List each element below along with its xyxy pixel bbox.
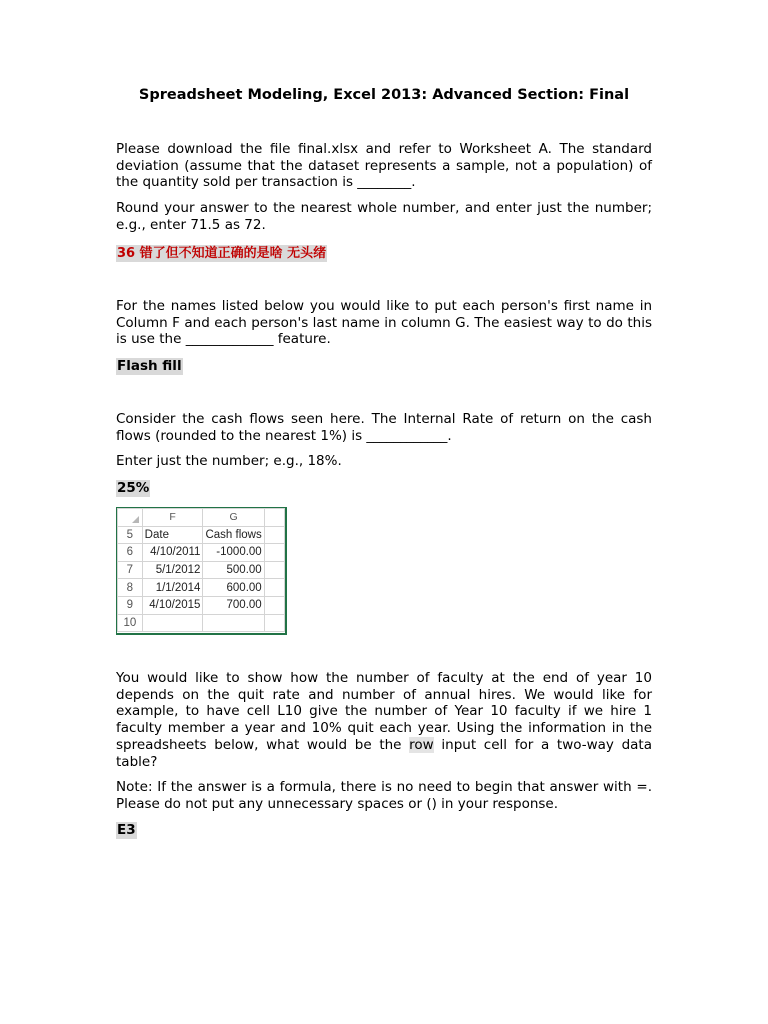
empty-cell [264, 614, 284, 632]
cell-date: 5/1/2012 [142, 561, 203, 579]
empty-column-header [264, 509, 284, 527]
cell-date: 4/10/2015 [142, 596, 203, 614]
cell-date [142, 614, 203, 632]
row-number: 5 [118, 526, 143, 544]
question-4-text-after: input cell for a two-way data table? [116, 736, 652, 770]
sheet-row [118, 614, 285, 632]
row-number: 9 [118, 596, 143, 614]
row-number: 7 [118, 561, 143, 579]
sheet-row [118, 561, 285, 579]
cell-date: 4/10/2011 [142, 544, 203, 562]
column-header-g: G [203, 509, 264, 527]
empty-cell [264, 544, 284, 562]
question-1-answer: 36 错了但不知道正确的是啥 无头绪 [117, 246, 327, 261]
cell-cashflow: 700.00 [203, 596, 264, 614]
cash-flows-spreadsheet [116, 507, 287, 635]
column-header-f: F [142, 509, 203, 527]
cell-cashflows-header: Cash flows [203, 526, 264, 544]
cell-cashflow [203, 614, 264, 632]
sheet-row [118, 544, 285, 562]
empty-cell [264, 526, 284, 544]
question-4-note: Note: If the answer is a formula, there is no need to begin that answer with =. Please do not put any unnecessary spaces or () in your response. [116, 779, 652, 812]
question-3-answer: 25% [117, 480, 150, 496]
cell-cashflow: -1000.00 [203, 544, 264, 562]
question-3-instruction: Enter just the number; e.g., 18%. [116, 453, 342, 469]
row-number: 10 [118, 614, 143, 632]
highlighted-word-row: row [409, 736, 434, 753]
empty-cell [264, 579, 284, 597]
question-2-text: For the names listed below you would like to put each person's first name in Column F and each person's last name in column G. The easiest way to do this is use the _____________ feature. [116, 298, 652, 348]
cell-cashflow: 600.00 [203, 579, 264, 597]
question-1-text: Please download the file final.xlsx and refer to Worksheet A. The standard deviation (assume that the dataset represents a sample, not a population) of the quantity sold per transaction is ________. [116, 141, 652, 191]
row-number: 6 [118, 544, 143, 562]
question-4-answer: E3 [117, 822, 136, 838]
cell-date-header: Date [142, 526, 203, 544]
sheet-row [118, 579, 285, 597]
empty-cell [264, 596, 284, 614]
sheet-row [118, 526, 285, 544]
cell-date: 1/1/2014 [142, 579, 203, 597]
page-title: Spreadsheet Modeling, Excel 2013: Advanced Section: Final [138, 87, 630, 103]
question-4-text [116, 670, 652, 770]
select-all-corner [118, 509, 143, 527]
row-number: 8 [118, 579, 143, 597]
cell-cashflow: 500.00 [203, 561, 264, 579]
empty-cell [264, 561, 284, 579]
question-3-text: Consider the cash flows seen here. The Internal Rate of return on the cash flows (rounded to the nearest 1%) is ____________. [116, 411, 652, 444]
question-4-text-before: You would like to show how the number of faculty at the end of year 10 depends on the quit rate and number of annual hires. We would like for example, to have cell L10 give the number of Year 10 faculty if we hire 1 faculty member a year and 10% quit each year. Using the information in the spreadsheets below, what would be the [116, 670, 652, 753]
sheet-row [118, 596, 285, 614]
question-2-answer: Flash fill [117, 358, 182, 374]
question-1-instruction: Round your answer to the nearest whole number, and enter just the number; e.g., enter 71.5 as 72. [116, 200, 652, 233]
